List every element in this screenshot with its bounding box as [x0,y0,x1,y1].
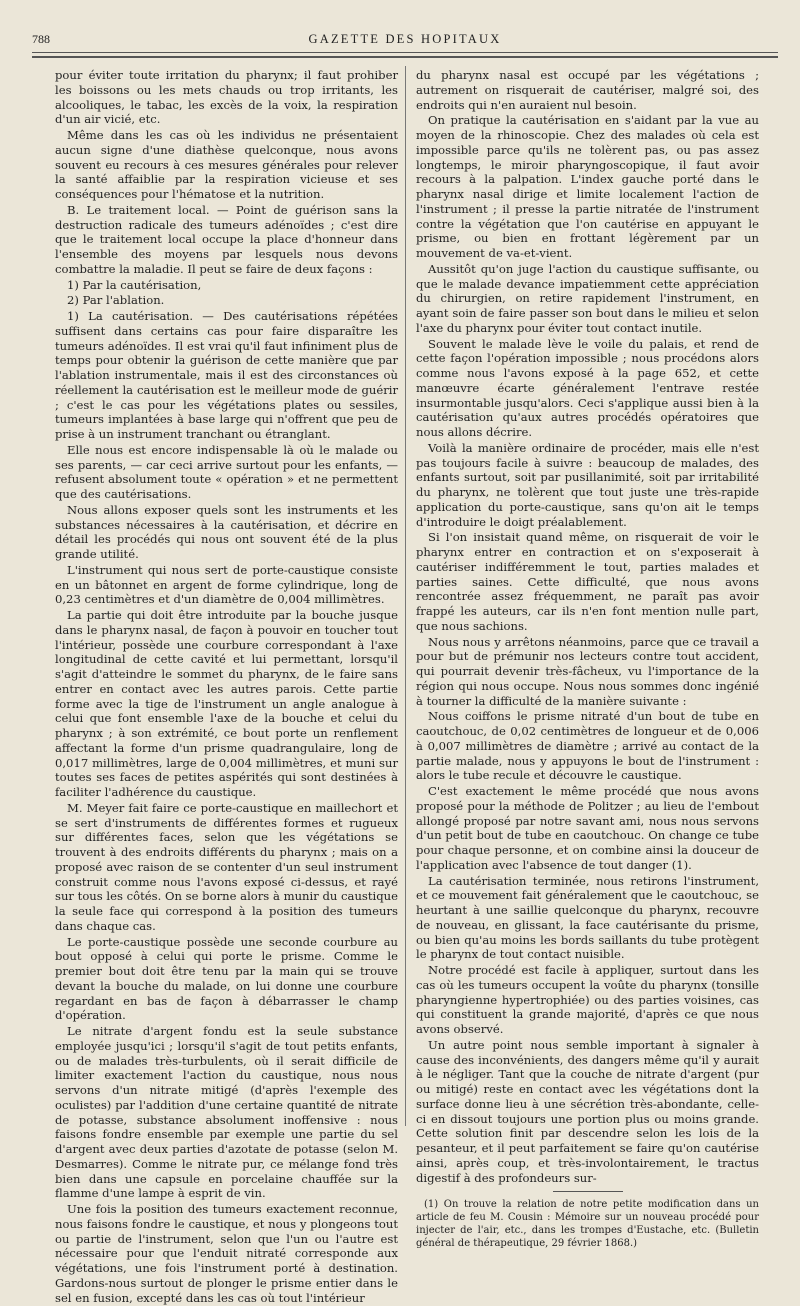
paragraph: On pratique la cautérisation en s'aidant par la vue au moyen de la rhinoscopie. Chez des malades où cela est impossible parce qu'ils ne tolèrent pas, ou pas assez longtemps, le miroir pharyngoscopique, il faut avoir recours à la palpation. L'index gauche porté dans le pharynx nasal dirige et limite localement l'action de l'instrument ; il presse la partie nitratée de l'instrument contre la végétation que l'on cautérise en appuyant le prisme, ou bien en frottant légèrement par un mouvement de va-et-vient. [416,113,759,260]
paragraph: du pharynx nasal est occupé par les végétations ; autrement on risquerait de cautériser, malgré soi, des endroits qui n'en auraient nul besoin. [416,68,759,112]
paragraph: La cautérisation terminée, nous retirons l'instrument, et ce mouvement fait généralement que le caoutchouc, se heurtant à une saillie quelconque du pharynx, recouvre de nouveau, en glissant, la face cautérisante du prisme, ou bien qu'au moins les bords saillants du tube protègent le pharynx de tout contact nuisible. [416,873,759,962]
paragraph: Elle nous est encore indispensable là où le malade ou ses parents, — car ceci arrive surtout pour les enfants, — refusent absolument toute « opération » et ne permettent que des cautérisations. [55,442,398,501]
footnote: (1) On trouve la relation de notre petite modification dans un article de feu M. Cousin : Mémoire sur un nouveau procédé pour injecter de l'air, etc., dans les trompes d'Eustache, etc. (Bulletin général de thérapeutique, 29 février 1868.) [416,1199,759,1250]
paragraph: M. Meyer fait faire ce porte-caustique en maillechort et se sert d'instruments de différentes formes et rugueux sur différentes faces, selon que les végétations se trouvent à des endroits différents du pharynx ; mais on a proposé avec raison de se contenter d'un seul instrument construit comme nous l'avons exposé ci-dessus, et rayé sur tous les côtés. On se borne alors à munir du caustique la seule face qui correspond à la position des tumeurs dans chaque cas. [55,800,398,933]
paragraph: Nous coiffons le prisme nitraté d'un bout de tube en caoutchouc, de 0,02 centimètres de longueur et de 0,006 à 0,007 millimètres de diamètre ; arrivé au contact de la partie malade, nous y appuyons le bout de l'instrument : alors le tube recule et découvre le caustique. [416,709,759,783]
list-item: 2) Par l'ablation. [67,293,165,308]
list-item: 1) Par la cautérisation, [67,277,202,292]
right-column [416,68,759,1251]
paragraph: Nous allons exposer quels sont les instruments et les substances nécessaires à la cautérisation, et décrire en détail les procédés qui nous ont souvent été de la plus grande utilité. [55,502,398,561]
header-rule [32,52,778,53]
paragraph: pour éviter toute irritation du pharynx; il faut prohiber les boissons ou les mets chauds ou trop irritants, les alcooliques, le tabac, les excès de la voix, la respiration d'un air vicié, etc. [55,68,398,127]
paragraph: B. Le traitement local. — Point de guérison sans la destruction radicale des tumeurs adénoïdes ; c'est dire que le traitement local occupe la place d'honneur dans l'ensemble des moyens par lesquels nous devons combattre la maladie. Il peut se faire de deux façons : [55,202,398,276]
paragraph: C'est exactement le même procédé que nous avons proposé pour la méthode de Politzer ; au lieu de l'embout allongé proposé par notre savant ami, nous nous servons d'un petit bout de tube en caoutchouc. On change ce tube pour chaque personne, et on combine ainsi la douceur de l'application avec l'absence de tout danger (1). [416,784,759,872]
paragraph: Le porte-caustique possède une seconde courbure au bout opposé à celui qui porte le prisme. Comme le premier bout doit être tenu par la main qui se trouve devant la bouche du malade, on lui donne une courbure regardant en bas de façon à débarrasser le champ d'opération. [55,934,398,1023]
header-rule-thick [32,56,778,58]
paragraph: Notre procédé est facile à appliquer, surtout dans les cas où les tumeurs occupent la voûte du pharynx (tonsille pharyngienne hypertrophiée) ou des parties voisines, cas qui constituent la grande majorité, d'après ce que nous avons observé. [416,963,759,1036]
paragraph: Même dans les cas où les individus ne présentaient aucun signe d'une diathèse quelconque, nous avons souvent eu recours à ces mesures générales pour relever la santé affaiblie par la respiration vicieuse et ses conséquences pour l'hématose et la nutrition. [55,128,398,201]
paragraph: Nous nous y arrêtons néanmoins, parce que ce travail a pour but de prémunir nos lecteurs contre tout accident, qui pourrait devenir très-fâcheux, vu l'importance de la région qui nous occupe. Nous nous sommes donc ingénié à tourner la difficulté de la manière suivante : [416,634,759,708]
paragraph: Si l'on insistait quand même, on risquerait de voir le pharynx entrer en contraction et on s'exposerait à cautériser indifféremment le tout, parties malades et parties saines. Cette difficulté, que nous avons rencontrée assez fréquemment, ne paraît pas avoir frappé les auteurs, car ils n'en font mention nulle part, que nous sachions. [416,530,759,633]
journal-title: GAZETTE DES HOPITAUX [308,32,502,46]
paragraph: La partie qui doit être introduite par la bouche jusque dans le pharynx nasal, de façon à pouvoir en toucher tout l'intérieur, possède une courbure correspondant à l'axe longitudinal de cette cavité et lui permettant, lorsqu'il s'agit d'atteindre le sommet du pharynx, de le faire sans entrer en contact avec les autres parois. Cette partie forme avec la tige de l'instrument un angle analogue à celui que font ensemble l'axe de la bouche et celui du pharynx ; à son extrémité, ce bout porte un renflement affectant la forme d'un prisme quadrangulaire, long de 0,017 millimètres, large de 0,004 millimètres, et muni sur toutes ses faces de petites aspérités qui sont destinées à faciliter l'adhérence du caustique. [55,608,398,799]
paragraph: 1) La cautérisation. — Des cautérisations répétées suffisent dans certains cas pour faire disparaître les tumeurs adénoïdes. Il est vrai qu'il faut infiniment plus de temps pour obtenir la guérison de cette manière que par l'ablation instrumentale, mais il est des circonstances où réellement la cautérisation est le meilleur mode de guérir ; c'est le cas pour les végétations plates ou sessiles, tumeurs implantées à base large qui n'offrent que peu de prise à un instrument tranchant ou étranglant. [55,309,398,441]
footnote-rule [553,1191,623,1192]
paragraph: Voilà la manière ordinaire de procéder, mais elle n'est pas toujours facile à suivre : beaucoup de malades, des enfants surtout, soit par pusillanimité, soit par irritabilité du pharynx, ne tolèrent que tout juste une très-rapide application du porte-caustique, sans qu'on ait le temps d'introduire le doigt préalablement. [416,440,759,529]
paragraph: Une fois la position des tumeurs exactement reconnue, nous faisons fondre le caustique, et nous y plongeons tout ou partie de l'instrument, selon que l'un ou l'autre est nécessaire pour que l'enduit nitraté corresponde aux végétations, une fois l'instrument porté à destination. Gardons-nous surtout de plonger le prisme entier dans le sel en fusion, excepté dans les cas où tout l'intérieur [55,1202,398,1305]
page-header [32,30,778,50]
paragraph: Aussitôt qu'on juge l'action du caustique suffisante, ou que le malade devance impatiemment cette appréciation du chirurgien, on retire rapidement l'instrument, en ayant soin de faire passer son bout dans le milieu et selon l'axe du pharynx pour éviter tout contact inutile. [416,261,759,335]
paragraph: Le nitrate d'argent fondu est la seule substance employée jusqu'ici ; lorsqu'il s'agit de tout petits enfants, ou de malades très-turbulents, où il serait difficile de limiter exactement l'action du caustique, nous nous servons d'un nitrate mitigé (d'après l'exemple des oculistes) par l'addition d'une certaine quantité de nitrate de potasse, substance absolument inoffensive : nous faisons fondre ensemble par exemple une partie du sel d'argent avec deux parties d'azotate de potasse (selon M. Desmarres). Comme le nitrate pur, ce mélange fond très bien dans une capsule en porcelaine chauffée sur la flamme d'une lampe à esprit de vin. [55,1024,398,1201]
paragraph: Un autre point nous semble important à signaler à cause des inconvénients, des dangers même qu'il y aurait à le négliger. Tant que la couche de nitrate d'argent (pur ou mitigé) reste en contact avec les végétations dont la surface donne lieu à une sécrétion très-abondante, celle-ci en dissout toujours une portion plus ou moins grande. Cette solution finit par descendre selon les lois de la pesanteur, et il peut parfaitement se faire qu'on cautérise ainsi, après coup, et très-involontairement, le tractus digestif à des profondeurs sur- [416,1037,759,1185]
paragraph: L'instrument qui nous sert de porte-caustique consiste en un bâtonnet en argent de forme cylindrique, long de 0,23 centimètres et d'un diamètre de 0,004 millimètres. [55,562,398,607]
column-divider [405,66,406,1126]
page-number: 788 [32,32,50,46]
left-column [55,68,398,1306]
paragraph: Souvent le malade lève le voile du palais, et rend de cette façon l'opération impossible ; nous procédons alors comme nous l'avons exposé à la page 652, et cette manœuvre écarte généralement l'entrave restée insurmontable jusqu'alors. Ceci s'applique aussi bien à la cautérisation qu'aux autres procédés opératoires que nous allons décrire. [416,336,759,439]
